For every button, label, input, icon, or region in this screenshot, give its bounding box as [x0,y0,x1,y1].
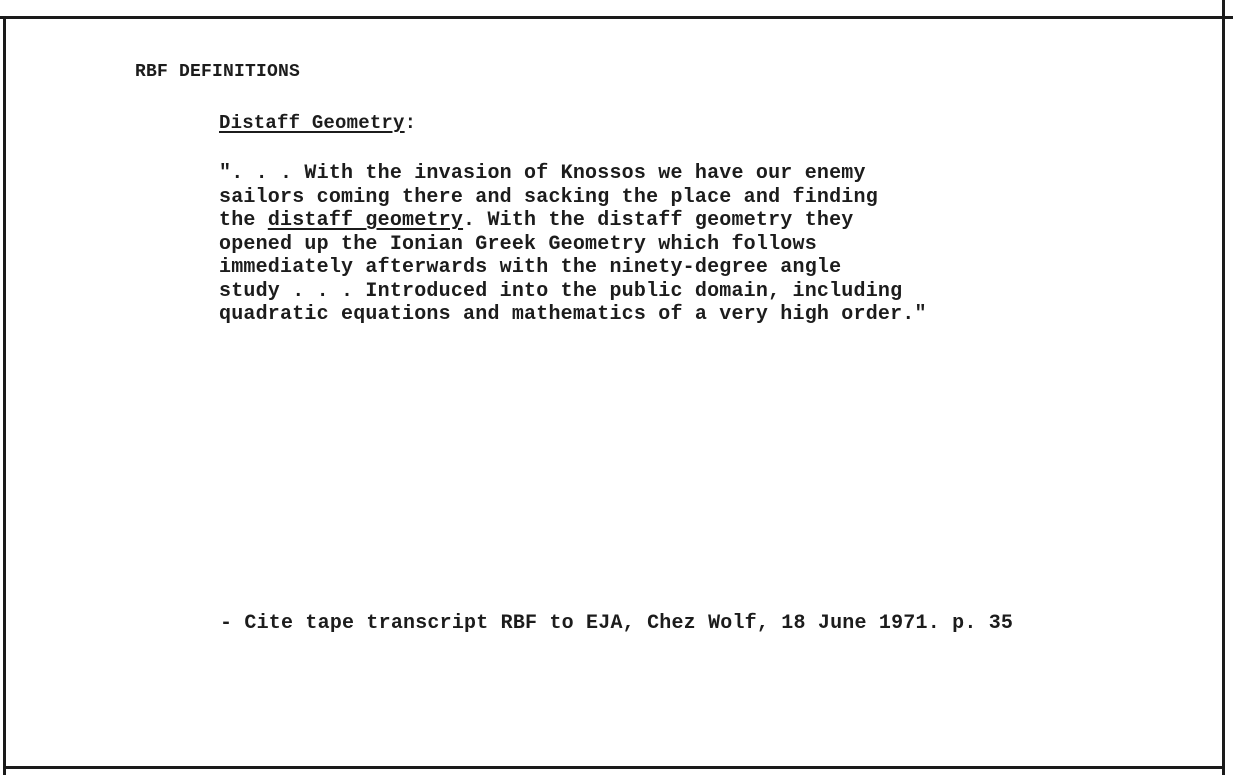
term-title [219,111,416,135]
quote-term-underlined: distaff geometry [267,209,464,232]
quote-line-1: ". . . With the invasion of Knossos we have our enemy [219,162,866,185]
border-right [1222,0,1225,775]
quote-line-2: sailors coming there and sacking the place and finding [219,185,878,209]
quote-line-7: quadratic equations and mathematics of a very high order." [219,303,927,326]
quote-line-5: immediately afterwards with the ninety-degree angle [219,256,842,279]
definition-quote [219,162,1199,327]
quote-line-3 [219,209,1199,233]
quote-line-3-end: . With the distaff geometry they [463,209,854,232]
quote-line-6: study . . . Introduced into the public domain, including [219,279,903,303]
term-colon: : [404,112,417,134]
quote-line-4: opened up the Ionian Greek Geometry which follows [219,232,817,256]
term-label: Distaff Geometry [219,112,405,134]
border-left [3,16,6,775]
page-heading: RBF DEFINITIONS [135,62,301,82]
border-bottom [3,766,1225,769]
quote-line-3-start: the [219,209,268,232]
citation: - Cite tape transcript RBF to EJA, Chez Wolf, 18 June 1971. p. 35 [220,612,1014,635]
border-top [0,16,1233,19]
